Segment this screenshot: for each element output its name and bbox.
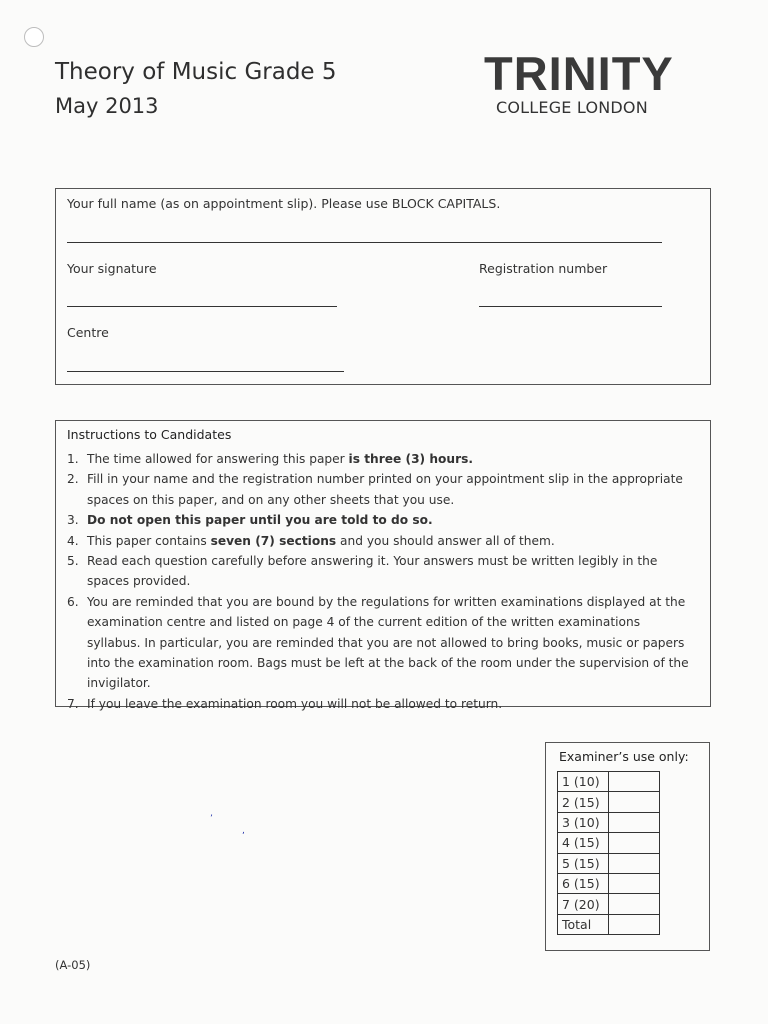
section-label: 4 (15) [558,833,609,853]
instruction-text: This paper contains [87,533,211,548]
score-cell[interactable] [609,894,660,914]
score-cell[interactable] [609,772,660,792]
section-label: 7 (20) [558,894,609,914]
instruction-number: 2. [67,472,79,487]
instruction-number: 3. [67,513,79,528]
paper-code: (A-05) [55,958,91,972]
stray-pen-mark: , [242,826,245,836]
examiner-use-box [545,742,710,951]
table-row [558,914,660,934]
instruction-number: 1. [67,452,79,466]
exam-date: May 2013 [55,94,159,118]
registration-number-label: Registration number [479,261,608,276]
score-cell[interactable] [609,812,660,832]
instruction-item [67,592,697,694]
candidate-details-box [55,188,711,385]
full-name-label: Your full name (as on appointment slip). Please use BLOCK CAPITALS. [67,196,501,211]
score-cell[interactable] [609,873,660,893]
instruction-text: If you leave the examination room you will not be allowed to return. [87,696,503,711]
table-row [558,792,660,812]
score-cell[interactable] [609,792,660,812]
instruction-text: The time allowed for answering this paper [87,452,349,466]
section-label: 2 (15) [558,792,609,812]
table-row [558,812,660,832]
punch-hole-mark [24,27,44,47]
section-label: 6 (15) [558,873,609,893]
centre-field[interactable] [67,371,344,372]
instruction-emphasis: is three (3) hours. [348,452,473,466]
instruction-number: 4. [67,533,79,548]
table-row [558,772,660,792]
total-label: Total [558,914,609,934]
signature-label: Your signature [67,261,157,276]
examiner-score-table [557,771,660,935]
instruction-item [67,694,697,714]
table-row [558,853,660,873]
full-name-field[interactable] [67,242,662,243]
examiner-use-title: Examiner’s use only: [559,749,689,764]
trinity-logo [484,47,710,122]
instruction-emphasis: seven (7) sections [210,533,337,548]
instructions-heading: Instructions to Candidates [67,427,232,442]
instruction-number: 7. [67,696,79,711]
instruction-item [67,449,697,469]
instruction-text-end: and you should answer all of them. [336,533,555,548]
instructions-list [67,449,697,714]
instruction-emphasis: Do not open this paper until you are told to do so. [87,513,433,528]
instruction-item [67,551,697,592]
section-label: 5 (15) [558,853,609,873]
instruction-text: Read each question carefully before answering it. Your answers must be written legibly in the spaces provided. [87,554,658,589]
logo-wordmark: TRINITY [484,47,674,100]
stray-pen-mark: ’ [210,814,213,824]
section-label: 3 (10) [558,812,609,832]
instruction-text: Fill in your name and the registration number printed on your appointment slip in the appropriate spaces on this paper, and on any other sheets that you use. [87,472,683,507]
instruction-item [67,510,697,530]
instructions-box [55,420,711,711]
score-cell[interactable] [609,853,660,873]
table-row [558,873,660,893]
instruction-item [67,531,697,551]
page-title: Theory of Music Grade 5 [55,59,337,85]
registration-number-field[interactable] [479,306,662,307]
instruction-number: 5. [67,554,79,569]
instruction-text: You are reminded that you are bound by the regulations for written examinations displayed at the examination centre and listed on page 4 of the current edition of the written examinations syllabus. In particular, you are reminded that you are not allowed to bring books, music or papers into the examination room. Bags must be left at the back of the room under the supervision of the invigilator. [87,594,689,691]
logo-subtitle: COLLEGE LONDON [496,98,648,117]
instruction-number: 6. [67,594,79,609]
total-score-cell[interactable] [609,914,660,934]
section-label: 1 (10) [558,772,609,792]
instruction-item [67,469,697,510]
table-row [558,894,660,914]
centre-label: Centre [67,325,109,340]
score-cell[interactable] [609,833,660,853]
table-row [558,833,660,853]
signature-field[interactable] [67,306,337,307]
